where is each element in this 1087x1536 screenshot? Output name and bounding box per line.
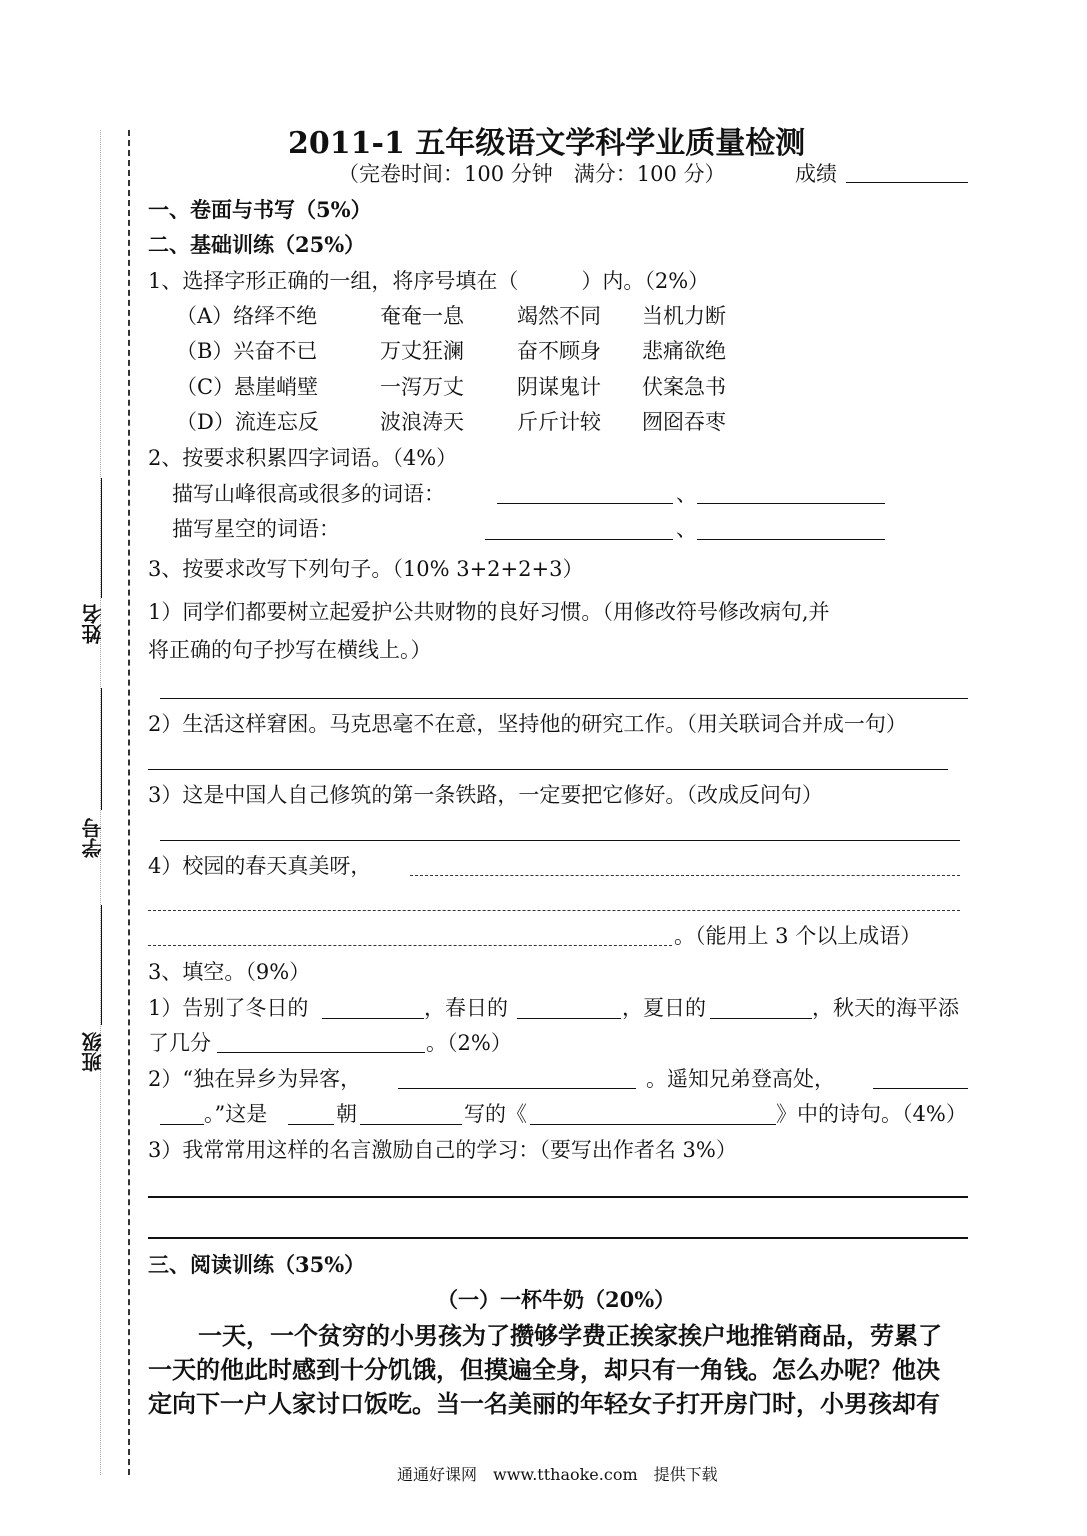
q4-b-blank-6[interactable]: [530, 1124, 776, 1125]
q4-b-blank-4[interactable]: [288, 1124, 334, 1125]
q3-s1-line-a: 1）同学们都要树立起爱护公共财物的良好习惯。（用修改符号修改病句,并: [148, 600, 830, 624]
score-label: 成绩: [795, 162, 837, 186]
option-a-3: 竭然不同: [517, 304, 601, 328]
option-d-2: 波浪涛天: [380, 410, 464, 434]
q4-a5: 了几分: [148, 1031, 211, 1055]
option-c-4: 伏案急书: [642, 375, 726, 399]
option-d-1: （D）流连忘反: [176, 410, 319, 434]
q3-s4-blank-3[interactable]: [148, 945, 672, 946]
q3-s2-answer-line[interactable]: [148, 769, 948, 770]
q4-b1: 2）“独在异乡为异客，: [148, 1067, 362, 1091]
q4-b-blank-1[interactable]: [398, 1088, 636, 1089]
option-c-3: 阴谋鬼计: [517, 375, 601, 399]
q3-s3-answer-line[interactable]: [160, 840, 960, 841]
name-label: 姓名: [81, 604, 105, 644]
option-d-3: 斤斤计较: [517, 410, 601, 434]
section-2-heading: 二、基础训练（25%）: [148, 232, 366, 257]
section-3-heading: 三、阅读训练（35%）: [148, 1252, 366, 1277]
q4-b6: 》中的诗句。（4%）: [776, 1102, 967, 1126]
page-title: 2011-1 五年级语文学科学业质量检测: [288, 126, 806, 161]
binding-dashed-line: [128, 130, 130, 1475]
section-1-heading: 一、卷面与书写（5%）: [148, 197, 372, 222]
option-b-3: 奋不顾身: [517, 339, 601, 363]
q4-a4: ，秋天的海平添: [812, 996, 959, 1020]
q2-line2-blank-1[interactable]: [485, 539, 673, 540]
q4-b-blank-2[interactable]: [873, 1088, 968, 1089]
q2-line1-label: 描写山峰很高或很多的词语：: [172, 482, 445, 506]
q3-s3: 3）这是中国人自己修筑的第一条铁路，一定要把它修好。（改成反问句）: [148, 783, 823, 807]
option-a-1: （A）络绎不绝: [176, 304, 318, 328]
name-blank[interactable]: [101, 478, 102, 598]
q3-s1-answer-line[interactable]: [160, 698, 968, 699]
reading-title: （一）一杯牛奶（20%）: [437, 1287, 676, 1312]
page-footer: 通通好课网 www.tthaoke.com 提供下载: [397, 1465, 718, 1484]
q2-line1-blank-1[interactable]: [497, 503, 673, 504]
q4-b2: 。遥知兄弟登高处，: [646, 1067, 835, 1091]
option-d-4: 囫囵吞枣: [642, 410, 726, 434]
q4-b4: 朝: [336, 1102, 357, 1126]
q4-a-blank-4[interactable]: [217, 1052, 425, 1053]
number-label: 学号: [81, 818, 105, 858]
q4-a3: ，夏日的: [622, 996, 706, 1020]
number-blank[interactable]: [101, 688, 102, 810]
q3-s4-blank-2[interactable]: [148, 910, 960, 911]
q4-c-answer-line-2[interactable]: [148, 1237, 968, 1239]
option-b-1: （B）兴奋不已: [176, 339, 318, 363]
q4-prompt: 3、填空。（9%）: [148, 960, 311, 984]
q4-a-blank-2[interactable]: [517, 1018, 621, 1019]
q3-s4-blank-1[interactable]: [410, 875, 960, 876]
option-c-1: （C）悬崖峭壁: [176, 375, 319, 399]
page-subtitle: （完卷时间：100 分钟 满分：100 分）: [338, 162, 726, 186]
q3-s4: 4）校园的春天真美呀，: [148, 854, 372, 878]
q4-a2: ，春日的: [424, 996, 508, 1020]
reading-line-2: 一天的他此时感到十分饥饿，但摸遍全身，却只有一角钱。怎么办呢？他决: [148, 1356, 940, 1384]
option-b-2: 万丈狂澜: [380, 339, 464, 363]
option-a-4: 当机力断: [642, 304, 726, 328]
q4-b5: 写的《: [464, 1102, 527, 1126]
q4-b-blank-3[interactable]: [160, 1124, 204, 1125]
q2-line2-blank-2[interactable]: [697, 539, 885, 540]
q4-a6: 。（2%）: [426, 1031, 512, 1055]
q3-s4-end: 。（能用上 3 个以上成语）: [674, 924, 922, 948]
class-label: 班级: [81, 1032, 105, 1072]
option-b-4: 悲痛欲绝: [642, 339, 726, 363]
q1-prompt: 1、选择字形正确的一组，将序号填在（ ）内。（2%）: [148, 269, 710, 293]
q2-sep-2: 、: [676, 517, 697, 541]
q4-b3: 。”这是: [204, 1102, 268, 1126]
q3-s2: 2）生活这样窘困。马克思毫不在意，坚持他的研究工作。（用关联词合并成一句）: [148, 712, 907, 736]
option-c-2: 一泻万丈: [380, 375, 464, 399]
q4-a-blank-3[interactable]: [710, 1018, 812, 1019]
q2-sep-1: 、: [676, 482, 697, 506]
q4-a-blank-1[interactable]: [322, 1018, 424, 1019]
q2-prompt: 2、按要求积累四字词语。（4%）: [148, 446, 458, 470]
q2-line2-label: 描写星空的词语：: [172, 517, 340, 541]
q4-c-answer-line-1[interactable]: [148, 1196, 968, 1198]
option-a-2: 奄奄一息: [380, 304, 464, 328]
q3-prompt: 3、按要求改写下列句子。（10% 3+2+2+3）: [148, 557, 584, 581]
q4-a1: 1）告别了冬日的: [148, 996, 309, 1020]
class-blank[interactable]: [101, 905, 102, 1025]
reading-line-1: 一天，一个贫穷的小男孩为了攒够学费正挨家挨户地推销商品，劳累了: [198, 1322, 942, 1350]
reading-line-3: 定向下一户人家讨口饭吃。当一名美丽的年轻女子打开房门时，小男孩却有: [148, 1390, 940, 1418]
score-blank[interactable]: [846, 182, 968, 183]
q3-s1-line-b: 将正确的句子抄写在横线上。）: [148, 638, 432, 662]
q2-line1-blank-2[interactable]: [697, 503, 885, 504]
q4-b-blank-5[interactable]: [360, 1124, 462, 1125]
q4-c1: 3）我常常用这样的名言激励自己的学习：（要写出作者名 3%）: [148, 1138, 737, 1162]
